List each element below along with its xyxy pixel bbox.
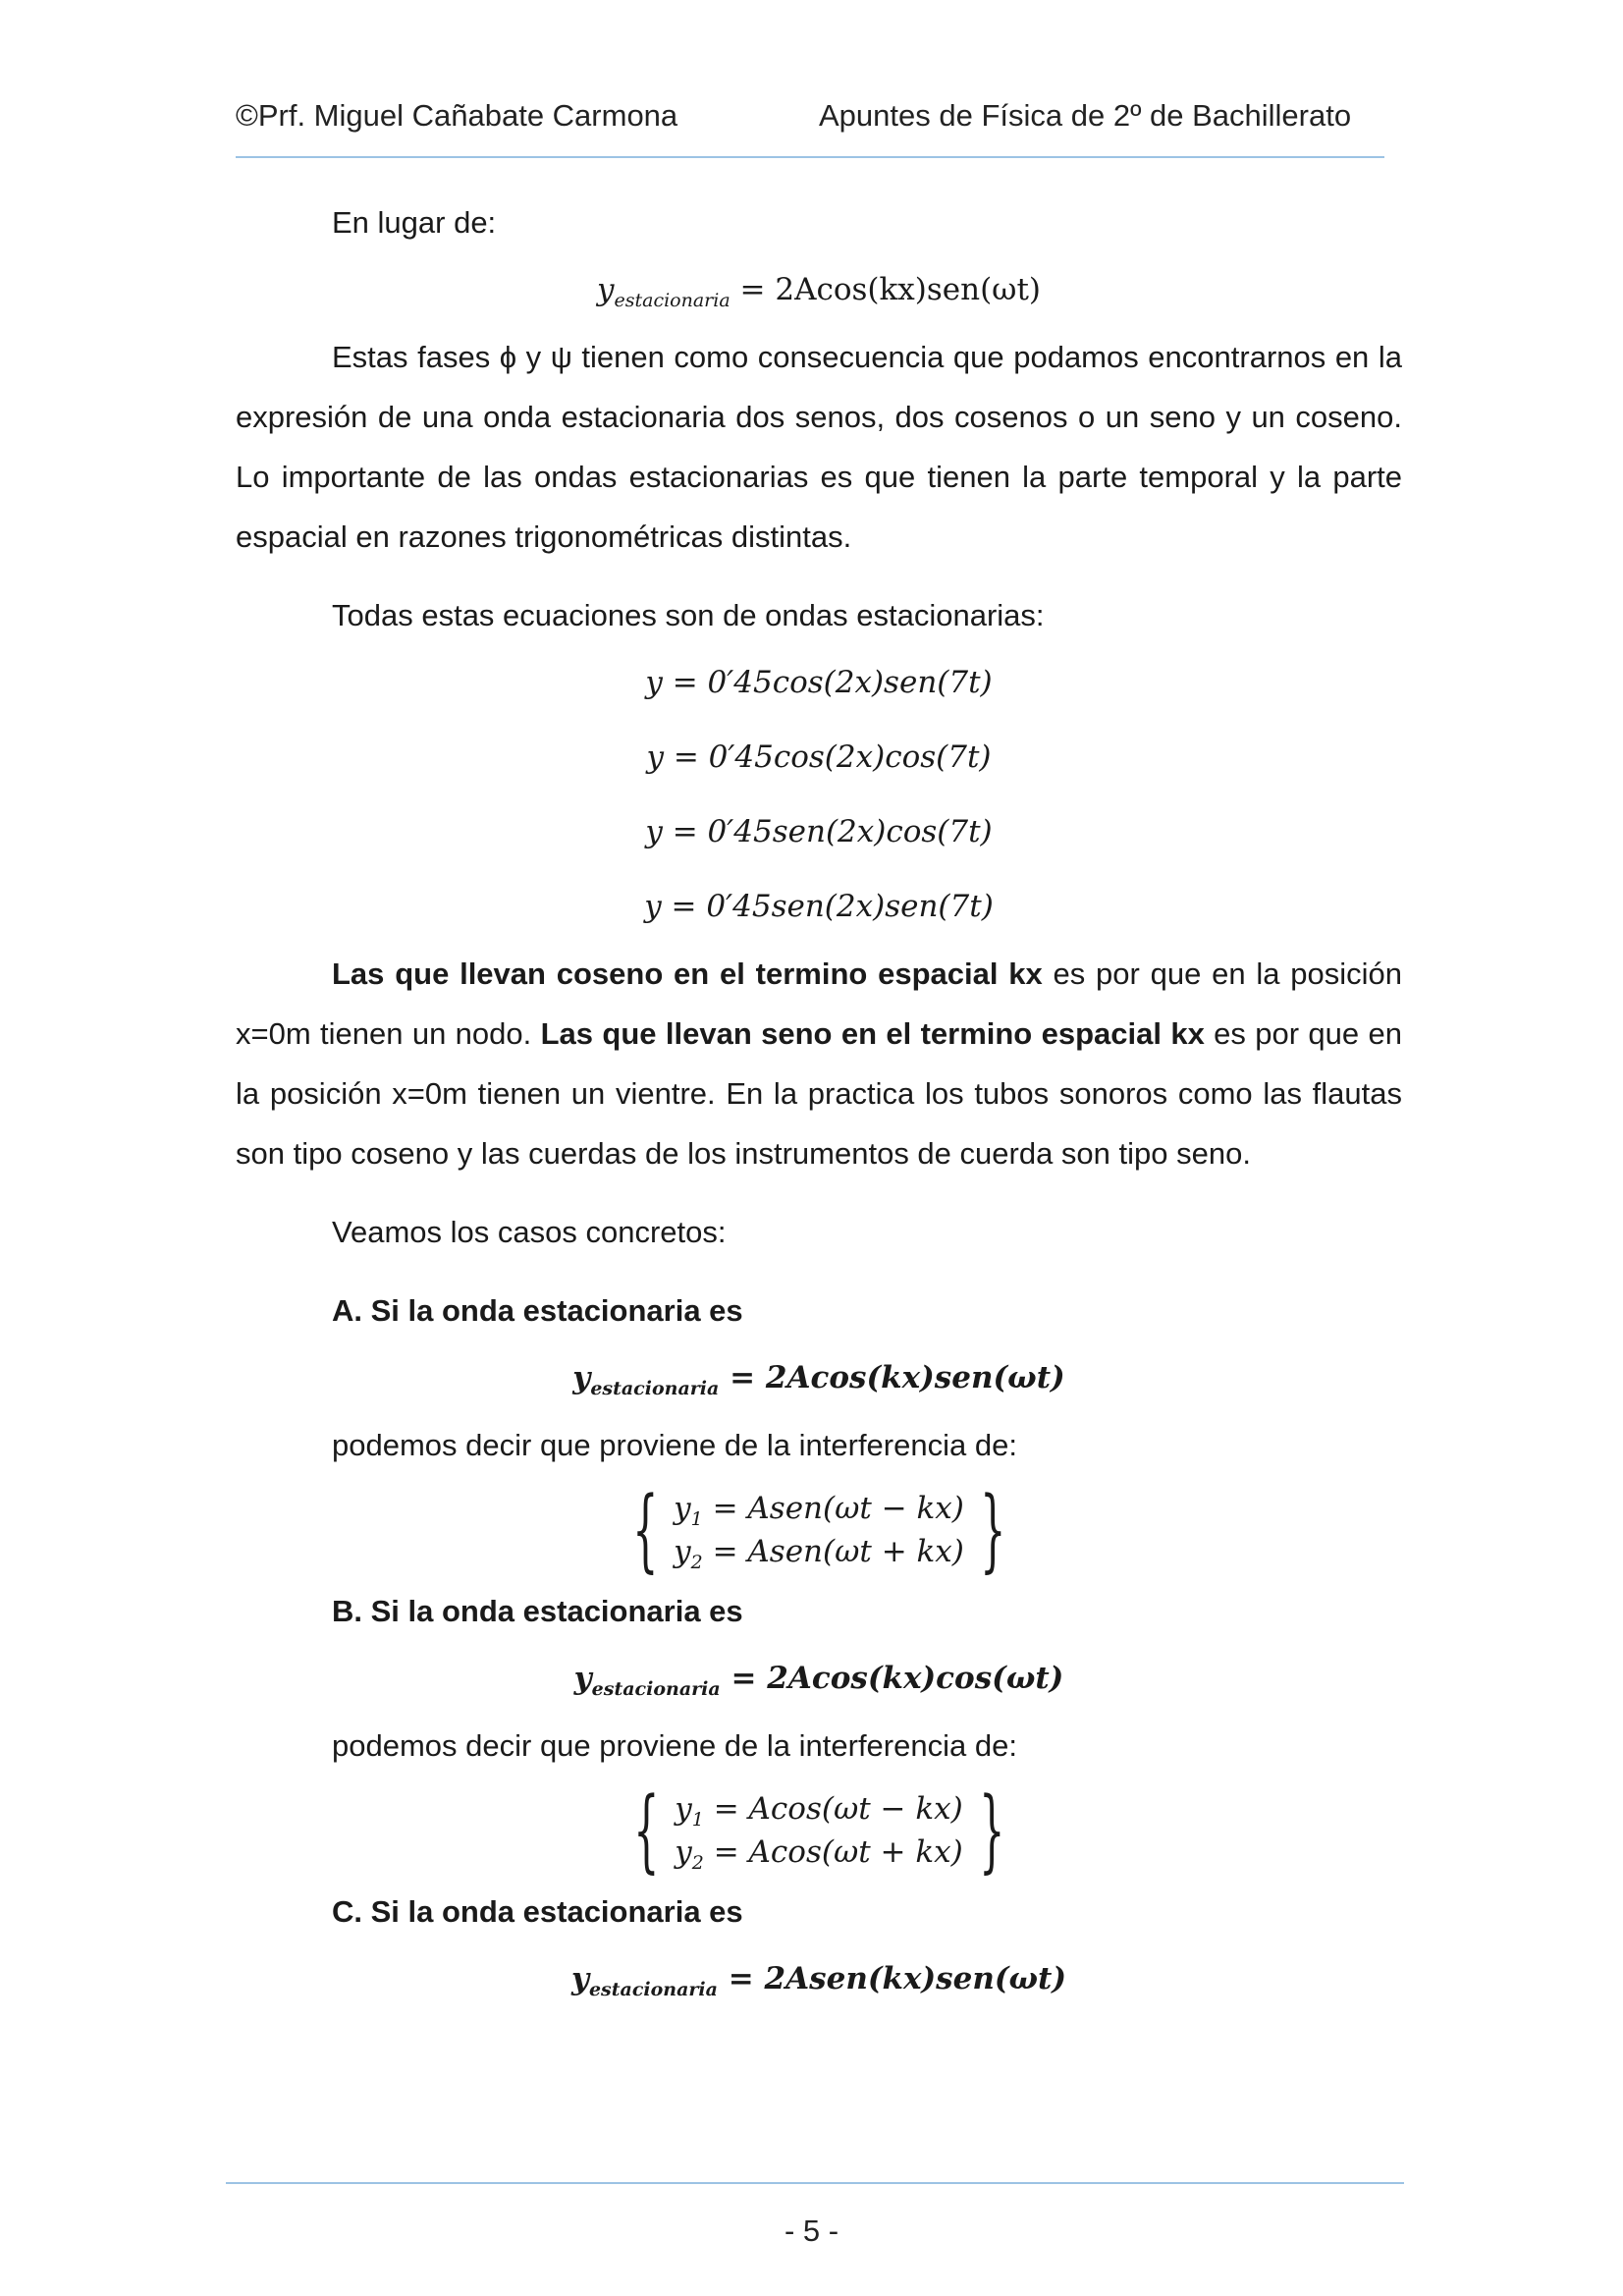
case-b-y1: $y_1 = Acos(\omega t - kx)$ — [675, 1791, 963, 1831]
paragraph-en-lugar: En lugar de: — [332, 205, 497, 240]
case-b-heading: B. Si la onda estacionaria es — [332, 1594, 743, 1628]
paragraph-todas: Todas estas ecuaciones son de ondas estacionarias: — [332, 598, 1045, 632]
bold-coseno: Las que llevan coseno en el termino espacial kx — [332, 957, 1043, 991]
equation-standard — [236, 252, 1402, 327]
header-author: ©Prf. Miguel Cañabate Carmona — [236, 98, 678, 133]
text-vientre: es por que en la posición x=0m tienen un vientre. En la practica los tubos sonoros como las flautas son tipo coseno y las cuerdas de los instrumentos de cuerda son tipo seno. — [236, 1016, 1402, 1171]
case-b-text: podemos decir que proviene de la interferencia de: — [332, 1728, 1017, 1763]
eq-y: y — [596, 272, 615, 307]
eq-rhs: = 2Acos(kx)sen(ωt) — [730, 272, 1041, 307]
paragraph-fases: Estas fases ϕ y ψ tienen como consecuencia que podamos encontrarnos en la expresión de una onda estacionaria dos senos, dos cosenos o un seno y un coseno. Lo importante de las ondas estacionarias es que tienen la parte temporal y la parte espacial en razones trigonométricas distintas. — [236, 340, 1402, 554]
text-nodo: es por que en la posición x=0m tienen un nodo. — [236, 957, 1402, 1051]
paragraph-nodo-vientre — [236, 944, 1402, 1183]
example-equation: y = 0′45cos(2x)cos(7t) — [646, 739, 992, 775]
example-equation: y = 0′45cos(2x)sen(7t) — [645, 665, 993, 700]
case-a-system — [236, 1477, 1402, 1582]
eq-sub: estacionaria — [614, 290, 730, 312]
case-a-equation: $y_{estacionaria} = 2Acos(kx)sen(\omega t)$ — [572, 1360, 1065, 1400]
case-a-text: podemos decir que proviene de la interferencia de: — [332, 1428, 1017, 1462]
case-c-heading: C. Si la onda estacionaria es — [332, 1894, 743, 1929]
right-brace-icon: } — [978, 1777, 1005, 1883]
header-divider — [236, 156, 1384, 158]
example-equation: y = 0′45sen(2x)sen(7t) — [644, 889, 994, 924]
bold-seno: Las que llevan seno en el termino espacial kx — [540, 1016, 1205, 1051]
right-brace-icon: } — [979, 1477, 1006, 1582]
case-a-heading: A. Si la onda estacionaria es — [332, 1293, 743, 1328]
left-brace-icon: { — [631, 1477, 659, 1582]
case-c-equation: $y_{estacionaria}$ = 2Asen(kx)sen(ωt) — [570, 1961, 1067, 2001]
case-b-equation: $y_{estacionaria} = 2Acos(kx)\cos(\omega t)$ — [573, 1661, 1064, 1701]
header-course: Apuntes de Física de 2º de Bachillerato — [819, 98, 1352, 133]
case-a-y1: $y_1$ = Asen(ωt − kx) — [674, 1491, 964, 1531]
case-b-y2: $y_2 = Acos(\omega t + kx)$ — [675, 1834, 963, 1875]
footer-divider — [226, 2182, 1404, 2184]
page-body — [236, 192, 1402, 2016]
left-brace-icon: { — [632, 1777, 660, 1883]
example-equation: y = 0′45sen(2x)cos(7t) — [645, 814, 993, 849]
case-a-y2: $y_2$ = Asen(ωt + kx) — [674, 1534, 964, 1574]
page-number: - 5 - — [784, 2214, 839, 2248]
paragraph-veamos: Veamos los casos concretos: — [332, 1215, 727, 1249]
case-b-system — [236, 1777, 1402, 1883]
